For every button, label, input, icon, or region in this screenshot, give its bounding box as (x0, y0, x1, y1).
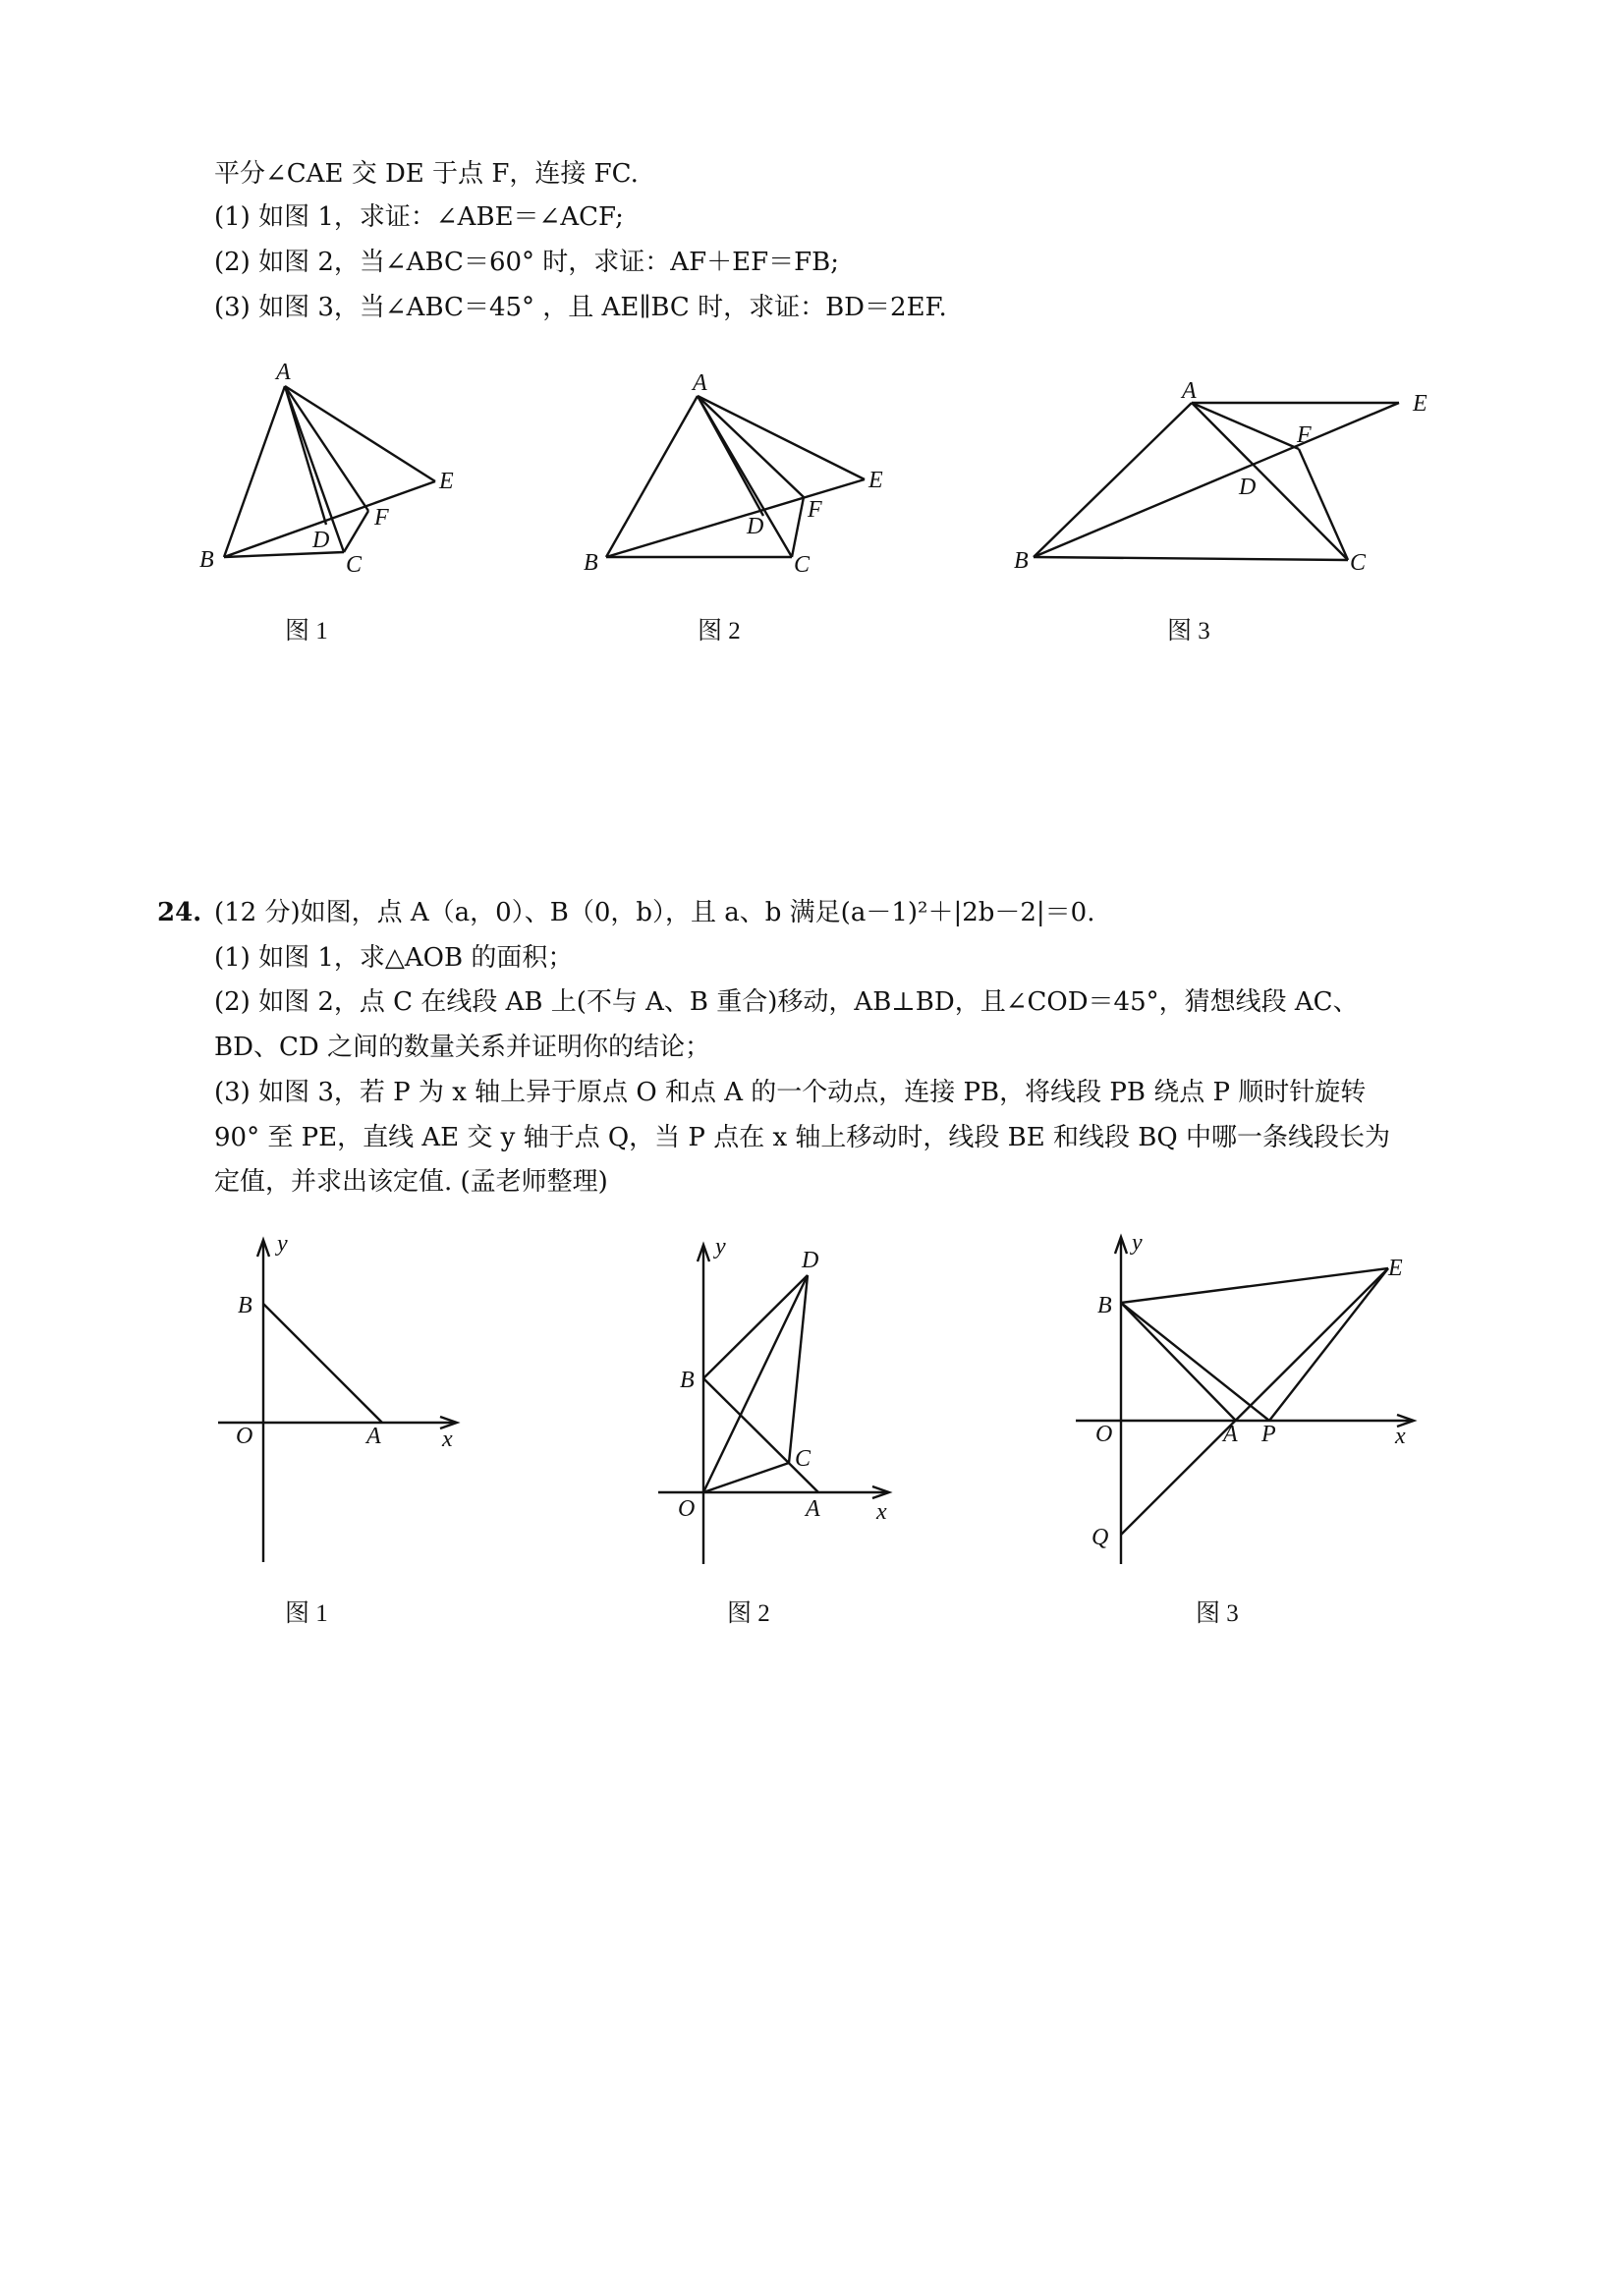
fig1-label-b: B (199, 547, 214, 573)
p24-fig2-label-c: C (795, 1446, 812, 1472)
p24-line-5: (3) 如图 3，若 P 为 x 轴上异于原点 O 和点 A 的一个动点，连接 PB，将线段 PB 绕点 P 顺时针旋转 (214, 1078, 1367, 1107)
fig3-caption: 图 3 (1167, 618, 1210, 644)
p24-fig2-label-x: x (876, 1499, 887, 1525)
p24-fig2-label-o: O (678, 1496, 696, 1522)
p24-fig3-label-q: Q (1091, 1525, 1109, 1550)
p24-line-6: 90° 至 PE，直线 AE 交 y 轴于点 Q，当 P 点在 x 轴上移动时，线段 BE 和线段 BQ 中哪一条线段长为 (214, 1123, 1390, 1152)
p24-fig3-label-b: B (1097, 1293, 1112, 1318)
fig2-label-a: A (693, 370, 707, 396)
fig3-label-b: B (1014, 548, 1029, 574)
p23-line-1: 平分∠CAE 交 DE 于点 F，连接 FC. (214, 159, 639, 189)
fig2-label-d: D (747, 514, 764, 539)
p24-fig3-label-p: P (1261, 1422, 1276, 1447)
fig3-label-e: E (1413, 391, 1427, 417)
p24-fig1-label-a: A (366, 1424, 381, 1449)
fig3-label-f: F (1297, 422, 1312, 448)
p24-line-7: 定值，并求出该定值. (孟老师整理) (214, 1167, 608, 1197)
p24-line-4: BD、CD 之间的数量关系并证明你的结论； (214, 1033, 710, 1062)
fig2-label-b: B (584, 550, 598, 576)
p24-fig3-label-e: E (1388, 1256, 1403, 1281)
p24-fig2-label-b: B (680, 1368, 695, 1393)
fig1-label-a: A (276, 360, 291, 385)
p23-line-4: (3) 如图 3，当∠ABC＝45° ，且 AE∥BC 时，求证：BD＝2EF. (214, 293, 947, 322)
fig3-label-a: A (1182, 378, 1197, 404)
fig1-label-c: C (346, 552, 363, 578)
fig3-label-c: C (1350, 550, 1367, 576)
p23-line-2: (1) 如图 1，求证：∠ABE＝∠ACF; (214, 202, 624, 232)
p24-fig3-label-x: x (1395, 1424, 1406, 1449)
p24-fig3-label-y: y (1132, 1230, 1143, 1256)
p24-line-1: (12 分)如图，点 A（a，0）、B（0，b），且 a、b 满足(a－1)²＋|2b－2|＝0. (214, 898, 1095, 927)
p24-fig1-label-b: B (238, 1293, 252, 1318)
p24-figure-3 (1076, 1230, 1414, 1627)
p24-figure-1 (218, 1231, 457, 1627)
fig2-label-f: F (808, 497, 822, 523)
p24-fig2-label-d: D (802, 1248, 819, 1273)
fig3-label-d: D (1239, 475, 1257, 500)
p24-fig1-label-o: O (236, 1424, 253, 1449)
fig2-caption: 图 2 (698, 618, 741, 644)
p23-figure-2 (584, 370, 883, 644)
p24-fig1-caption: 图 1 (285, 1600, 328, 1627)
p24-fig1-label-x: x (442, 1427, 453, 1452)
p24-fig1-label-y: y (277, 1231, 288, 1257)
p24-number: 24. (157, 898, 202, 927)
p24-fig3-label-o: O (1095, 1422, 1113, 1447)
fig1-label-f: F (374, 505, 389, 531)
p24-fig3-label-a: A (1223, 1422, 1238, 1447)
p23-figure-3 (1014, 378, 1427, 644)
fig2-label-c: C (794, 552, 811, 578)
fig1-label-e: E (439, 469, 454, 494)
p24-fig2-label-a: A (806, 1496, 820, 1522)
p24-line-2: (1) 如图 1，求△AOB 的面积； (214, 943, 574, 973)
p24-fig2-label-y: y (715, 1234, 726, 1260)
fig1-caption: 图 1 (285, 618, 328, 644)
fig1-label-d: D (312, 528, 330, 553)
p23-line-3: (2) 如图 2，当∠ABC＝60° 时，求证：AF＋EF＝FB; (214, 248, 840, 277)
p24-fig2-caption: 图 2 (727, 1600, 770, 1627)
p24-fig3-caption: 图 3 (1196, 1600, 1239, 1627)
p24-line-3: (2) 如图 2，点 C 在线段 AB 上(不与 A、B 重合)移动，AB⊥BD，且∠COD＝45°，猜想线段 AC、 (214, 987, 1359, 1017)
p23-figure-1 (199, 360, 454, 644)
fig2-label-e: E (868, 468, 883, 493)
p24-figure-2 (658, 1234, 889, 1627)
